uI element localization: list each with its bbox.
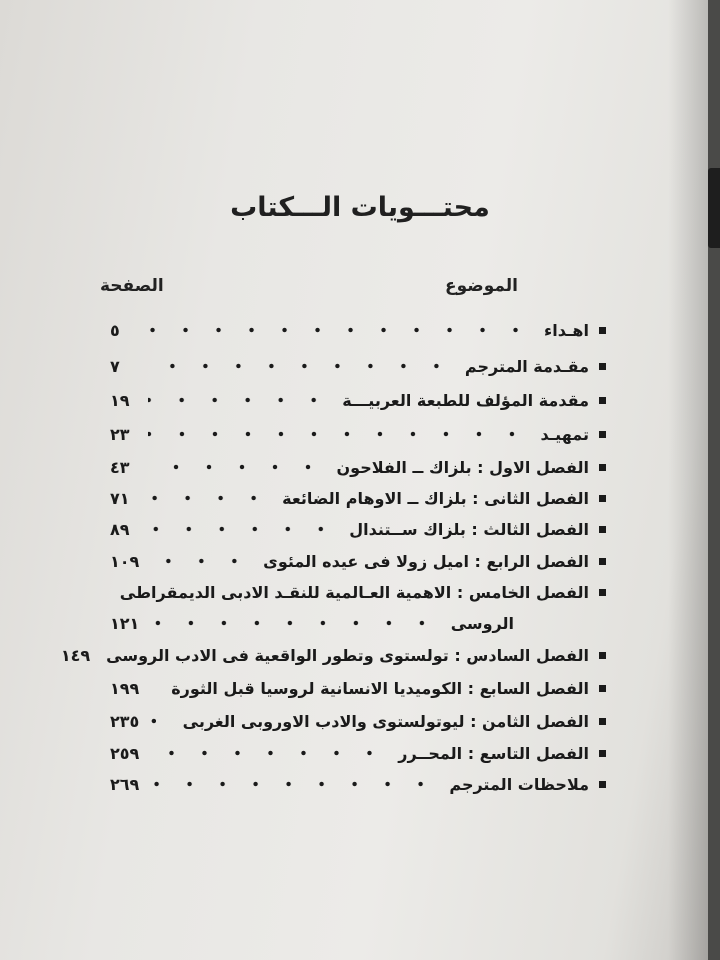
dot-leader: [151, 685, 159, 691]
entry-label: الفصل الاول : بلزاك ــ الفلاحون: [336, 457, 589, 477]
square-bullet-icon: [599, 526, 606, 533]
entry-label: مقدمة المؤلف للطبعة العربيـــة: [342, 390, 589, 410]
toc-entry-chapter-1: [110, 453, 606, 481]
square-bullet-icon: [599, 495, 606, 502]
dot-leader: [151, 718, 170, 724]
entry-page-number: ١٢١: [110, 613, 140, 633]
dot-leader: [151, 620, 438, 626]
entry-label: الفصل الثانى : بلزاك ــ الاوهام الضائعة: [282, 488, 589, 508]
square-bullet-icon: [599, 327, 606, 334]
square-bullet-icon: [599, 589, 606, 596]
dot-leader: [148, 327, 532, 333]
entry-page-number: ٢٣: [110, 424, 130, 444]
toc-entry-chapter-3: [110, 515, 606, 543]
entry-label: الفصل السابع : الكوميديا الانسانية لروسيا قبل الثورة: [171, 678, 589, 698]
toc-entry-chapter-2: [110, 484, 606, 512]
entry-page-number: ٧١: [110, 488, 130, 508]
toc-entry-preface: [110, 420, 606, 448]
entry-label: مقـدمة المترجم: [464, 356, 589, 376]
toc-entry-chapter-5: [110, 578, 606, 606]
toc-entry-dedication: [110, 316, 606, 344]
entry-label: الروسى: [450, 613, 514, 633]
entry-page-number: ١٩: [110, 390, 130, 410]
toc-entry-chapter-7: [110, 674, 606, 702]
entry-page-number: ١٩٩: [110, 678, 140, 698]
entry-label: الفصل الخامس : الاهمية العـالمية للنقـد الادبى الديمقراطى: [119, 582, 589, 602]
page-column-header: الصفحة: [100, 276, 164, 296]
toc-entry-chapter-4: [110, 547, 606, 575]
book-edge-tab: [708, 168, 720, 248]
square-bullet-icon: [599, 363, 606, 370]
dot-leader: [151, 781, 437, 787]
entry-label: ملاحظات المترجم: [449, 774, 589, 794]
entry-label: الفصل الرابع : اميل زولا فى عيده المئوى: [263, 551, 589, 571]
dot-leader: [148, 526, 337, 532]
square-bullet-icon: [599, 781, 606, 788]
entry-page-number: ٤٣: [110, 457, 130, 477]
entry-label: الفصل السادس : تولستوى وتطور الواقعية فى الادب الروسى: [106, 645, 589, 665]
square-bullet-icon: [599, 397, 606, 404]
dot-leader: [148, 495, 270, 501]
square-bullet-icon: [599, 750, 606, 757]
entry-label: تمهيـد: [540, 424, 589, 444]
entry-page-number: ١٤٩: [60, 645, 91, 665]
dot-leader: [148, 431, 528, 437]
toc-entry-author-intro: [110, 386, 606, 414]
toc-entry-chapter-6: [60, 641, 606, 669]
square-bullet-icon: [599, 558, 606, 565]
entry-page-number: ٥: [110, 320, 120, 340]
subject-column-header: الموضوع: [445, 276, 518, 296]
entry-page-number: ٨٩: [110, 519, 130, 539]
square-bullet-icon: [599, 431, 606, 438]
toc-entry-translator-intro: [110, 352, 606, 380]
square-bullet-icon: [599, 718, 606, 725]
toc-entry-translator-notes: [110, 770, 606, 798]
entry-page-number: ٢٣٥: [110, 711, 140, 731]
toc-entry-chapter-8: [110, 707, 606, 735]
dot-leader: [148, 363, 453, 369]
entry-label: الفصل الثالث : بلزاك ســتندال: [349, 519, 589, 539]
entry-label: اهـداء: [544, 320, 589, 340]
entry-label: الفصل التاسع : المحــرر: [398, 743, 589, 763]
toc-entry-chapter-5-continued: [110, 609, 606, 637]
dot-leader: [151, 750, 386, 756]
entry-label: الفصل الثامن : ليوتولستوى والادب الاوروبى الغربى: [182, 711, 589, 731]
dot-leader: [148, 464, 325, 470]
square-bullet-icon: [599, 652, 606, 659]
dot-leader: [148, 397, 330, 403]
square-bullet-icon: [599, 685, 606, 692]
page-title: محتـــويات الـــكتاب: [230, 192, 490, 223]
square-bullet-icon: [599, 464, 606, 471]
toc-entry-chapter-9: [110, 739, 606, 767]
entry-page-number: ٢٥٩: [110, 743, 140, 763]
entry-page-number: ٢٦٩: [110, 774, 140, 794]
dot-leader: [151, 558, 251, 564]
entry-page-number: ٧: [110, 356, 120, 376]
entry-page-number: ١٠٩: [110, 551, 140, 571]
